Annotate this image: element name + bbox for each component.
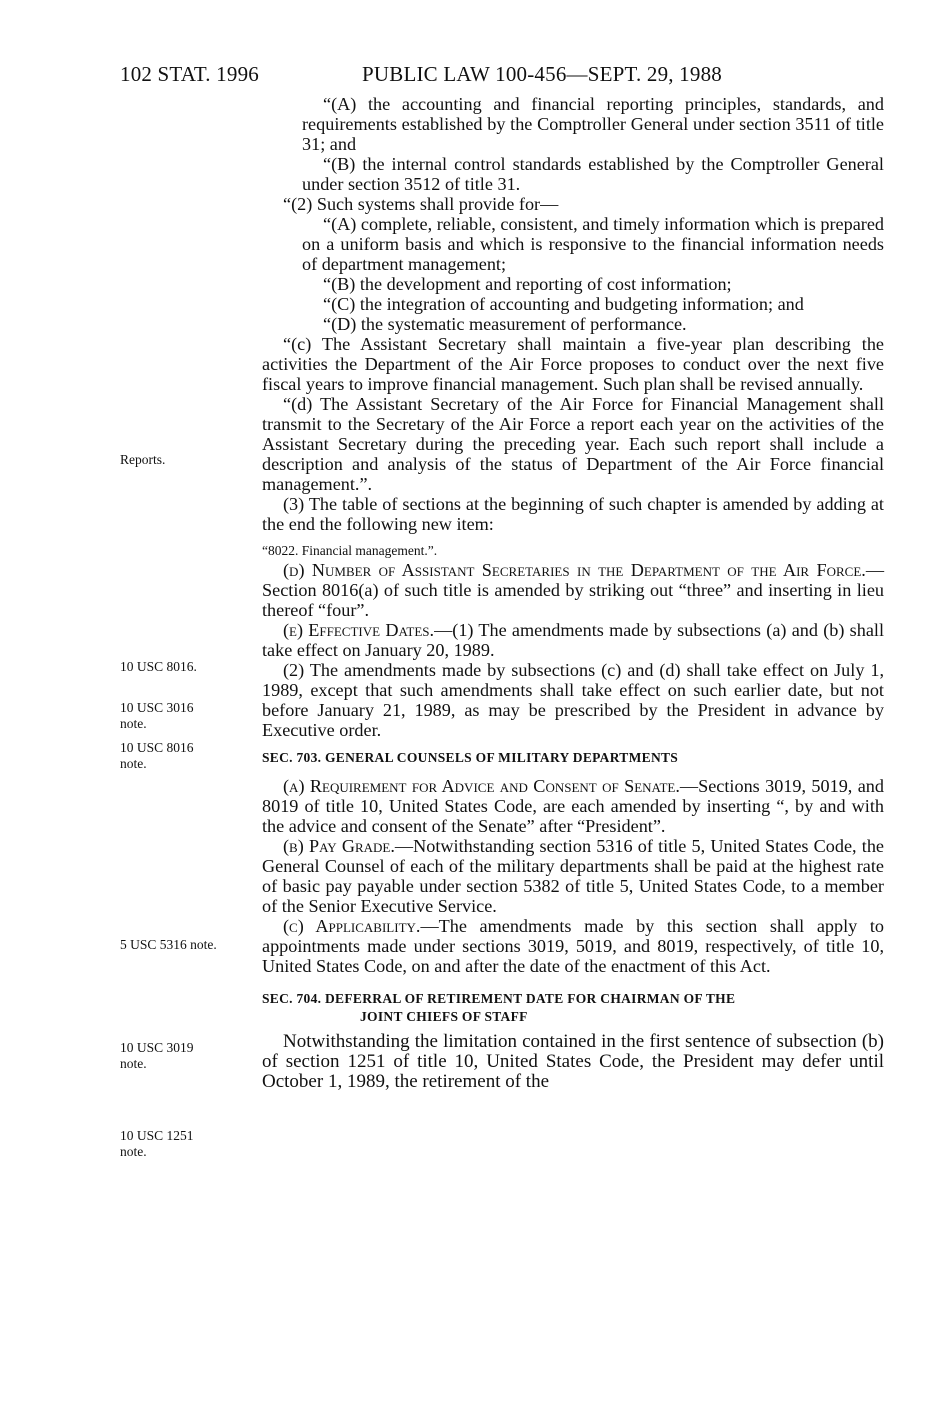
section-703-a [262, 776, 884, 836]
section-703-c-text: —The amendments made by this section shall apply to appointments made under sections 3019, 5019, and 8019, respectively, of title 10, United States Code, on and after the date of the enactment of this Act. [262, 916, 884, 976]
paragraph-b-internal-control: “(B) the internal control standards established by the Comptroller General under section 3512 of title 31. [302, 154, 884, 194]
section-703-c-heading: (c) Applicability. [283, 916, 421, 936]
paragraph-d-report: “(d) The Assistant Secretary of the Air Force for Financial Management shall transmit to the Secretary of the Air Force a report each year on the activities of the Assistant Secretary during the preceding year. Each such report shall include a description and analysis of the status of Department of the Air Force financial management.”. [262, 394, 884, 494]
paragraph-2-systems: “(2) Such systems shall provide for— [283, 194, 559, 214]
paragraph-2b-cost: “(B) the development and reporting of cost information; [323, 274, 732, 294]
margin-note-10-usc-3019-note: 10 USC 3019 note. [120, 1040, 194, 1071]
section-704-heading [262, 990, 884, 1026]
subsection-d-text: —Section 8016(a) of such title is amended by striking out “three” and inserting in lieu thereof “four”. [262, 560, 884, 620]
margin-note-10-usc-3016-note: 10 USC 3016 note. [120, 700, 194, 731]
section-703-c [262, 916, 884, 976]
paragraph-2d-measurement: “(D) the systematic measurement of performance. [323, 314, 687, 334]
section-703-a-text: —Sections 3019, 5019, and 8019 of title 10, United States Code, are each amended by inserting “, by and with the advice and consent of the Senate” after “President”. [262, 776, 884, 836]
body-text [262, 94, 884, 1092]
margin-note-10-usc-8016-note: 10 USC 8016 note. [120, 740, 194, 771]
section-703-b [262, 836, 884, 916]
paragraph-a-principles: “(A) the accounting and financial reporting principles, standards, and requirements established by the Comptroller General under section 3511 of title 31; and [302, 94, 884, 154]
subsection-d-heading: (d) Number of Assistant Secretaries in the Department of the Air Force. [283, 560, 866, 580]
section-704-heading-line2: JOINT CHIEFS OF STAFF [360, 1009, 528, 1024]
page-running-head: PUBLIC LAW 100-456—SEPT. 29, 1988 [362, 62, 722, 86]
margin-note-10-usc-8016: 10 USC 8016. [120, 659, 197, 674]
section-703-b-heading: (b) Pay Grade. [283, 836, 395, 856]
page-stat-citation: 102 STAT. 1996 [120, 62, 259, 86]
subsection-d-number-of-secretaries [262, 560, 884, 620]
section-703-b-text: —Notwithstanding section 5316 of title 5, United States Code, the General Counsel of each of the military departments shall be paid at the highest rate of basic pay payable under section 5382 of title 5, United States Code, to a member of the Senior Executive Service. [262, 836, 884, 916]
subsection-e-text: —(1) The amendments made by subsections (a) and (b) shall take effect on January 20, 1989. [262, 620, 885, 660]
margin-note-5-usc-5316-note: 5 USC 5316 note. [120, 937, 217, 952]
subsection-e-paragraph-2: (2) The amendments made by subsections (c) and (d) shall take effect on July 1, 1989, except that such amendments shall take effect on such earlier date, but not before January 21, 1989, as may be prescribed by the President in advance by Executive order. [262, 660, 884, 740]
section-704-text: Notwithstanding the limitation contained in the first sentence of subsection (b) of section 1251 of title 10, United States Code, the President may defer until October 1, 1989, the retirement of the [262, 1031, 884, 1092]
section-703-a-heading: (a) Requirement for Advice and Consent of Senate. [283, 776, 680, 796]
margin-note-reports: Reports. [120, 452, 166, 467]
new-item-8022: “8022. Financial management.”. [262, 543, 438, 558]
margin-note-10-usc-1251-note: 10 USC 1251 note. [120, 1128, 194, 1159]
paragraph-2a-information: “(A) complete, reliable, consistent, and timely information which is prepared on a uniform basis and which is responsive to the financial information needs of department management; [302, 214, 884, 274]
section-704-heading-line1: SEC. 704. DEFERRAL OF RETIREMENT DATE FOR CHAIRMAN OF THE [262, 991, 736, 1006]
section-703-heading: SEC. 703. GENERAL COUNSELS OF MILITARY DEPARTMENTS [262, 750, 679, 765]
subsection-e-heading: (e) Effective Dates. [283, 620, 435, 640]
paragraph-2c-integration: “(C) the integration of accounting and budgeting information; and [323, 294, 804, 314]
paragraph-c-five-year-plan: “(c) The Assistant Secretary shall maintain a five-year plan describing the activities the Department of the Air Force proposes to conduct over the next five fiscal years to improve financial management. Such plan shall be revised annually. [262, 334, 884, 394]
paragraph-3-table-of-sections: (3) The table of sections at the beginning of such chapter is amended by adding at the end the following new item: [262, 494, 884, 534]
subsection-e-effective-dates [262, 620, 884, 660]
